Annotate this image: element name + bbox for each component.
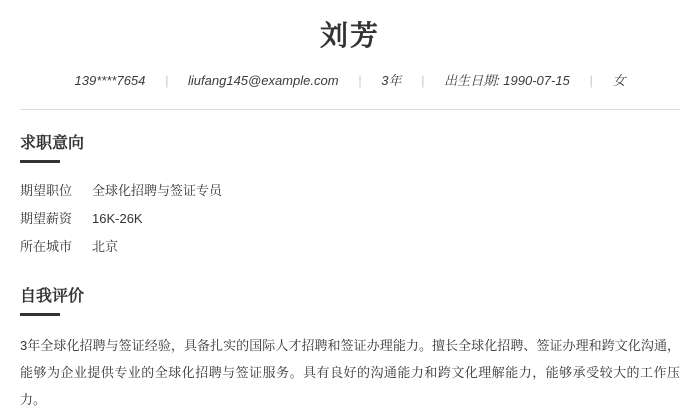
row-value: 全球化招聘与签证专员: [92, 183, 223, 198]
section-title-underline: [20, 160, 60, 163]
contact-separator: |: [589, 73, 593, 88]
contact-separator: |: [421, 73, 425, 88]
self-evaluation-text: 3年全球化招聘与签证经验，具备扎实的国际人才招聘和签证办理能力。擅长全球化招聘、签证办理和跨文化沟通，能够为企业提供专业的全球化招聘与签证服务。具有良好的沟通能力和跨文化理解能力，能够承受较大的工作压力。: [20, 338, 680, 407]
row-current-city: [20, 239, 680, 254]
contact-separator: |: [358, 73, 362, 88]
row-value: 16K-26K: [92, 211, 143, 226]
contact-gender: 女: [612, 73, 626, 88]
contact-experience-years: 3年: [381, 73, 402, 88]
candidate-name: 刘芳: [319, 20, 380, 51]
header-divider: [20, 109, 680, 110]
section-job-intention: [20, 134, 680, 254]
job-intention-title: 求职意向: [20, 135, 85, 152]
section-self-evaluation: [20, 287, 680, 413]
resume-page: [0, 19, 700, 413]
job-intention-rows: [20, 183, 680, 254]
row-label: 所在城市: [20, 239, 73, 254]
self-evaluation-title: 自我评价: [20, 288, 85, 305]
row-label: 期望薪资: [20, 211, 73, 226]
contact-info-row: [20, 73, 680, 89]
contact-email: liufang145@example.com: [188, 73, 339, 88]
section-title-underline: [20, 313, 60, 316]
contact-birth-date: 出生日期: 1990-07-15: [444, 73, 570, 88]
contact-separator: |: [165, 73, 169, 88]
row-value: 北京: [92, 239, 119, 254]
contact-phone: 139****7654: [74, 73, 146, 88]
row-label: 期望职位: [20, 183, 73, 198]
row-expected-position: [20, 183, 680, 198]
resume-header: [20, 19, 680, 89]
row-expected-salary: [20, 211, 680, 226]
